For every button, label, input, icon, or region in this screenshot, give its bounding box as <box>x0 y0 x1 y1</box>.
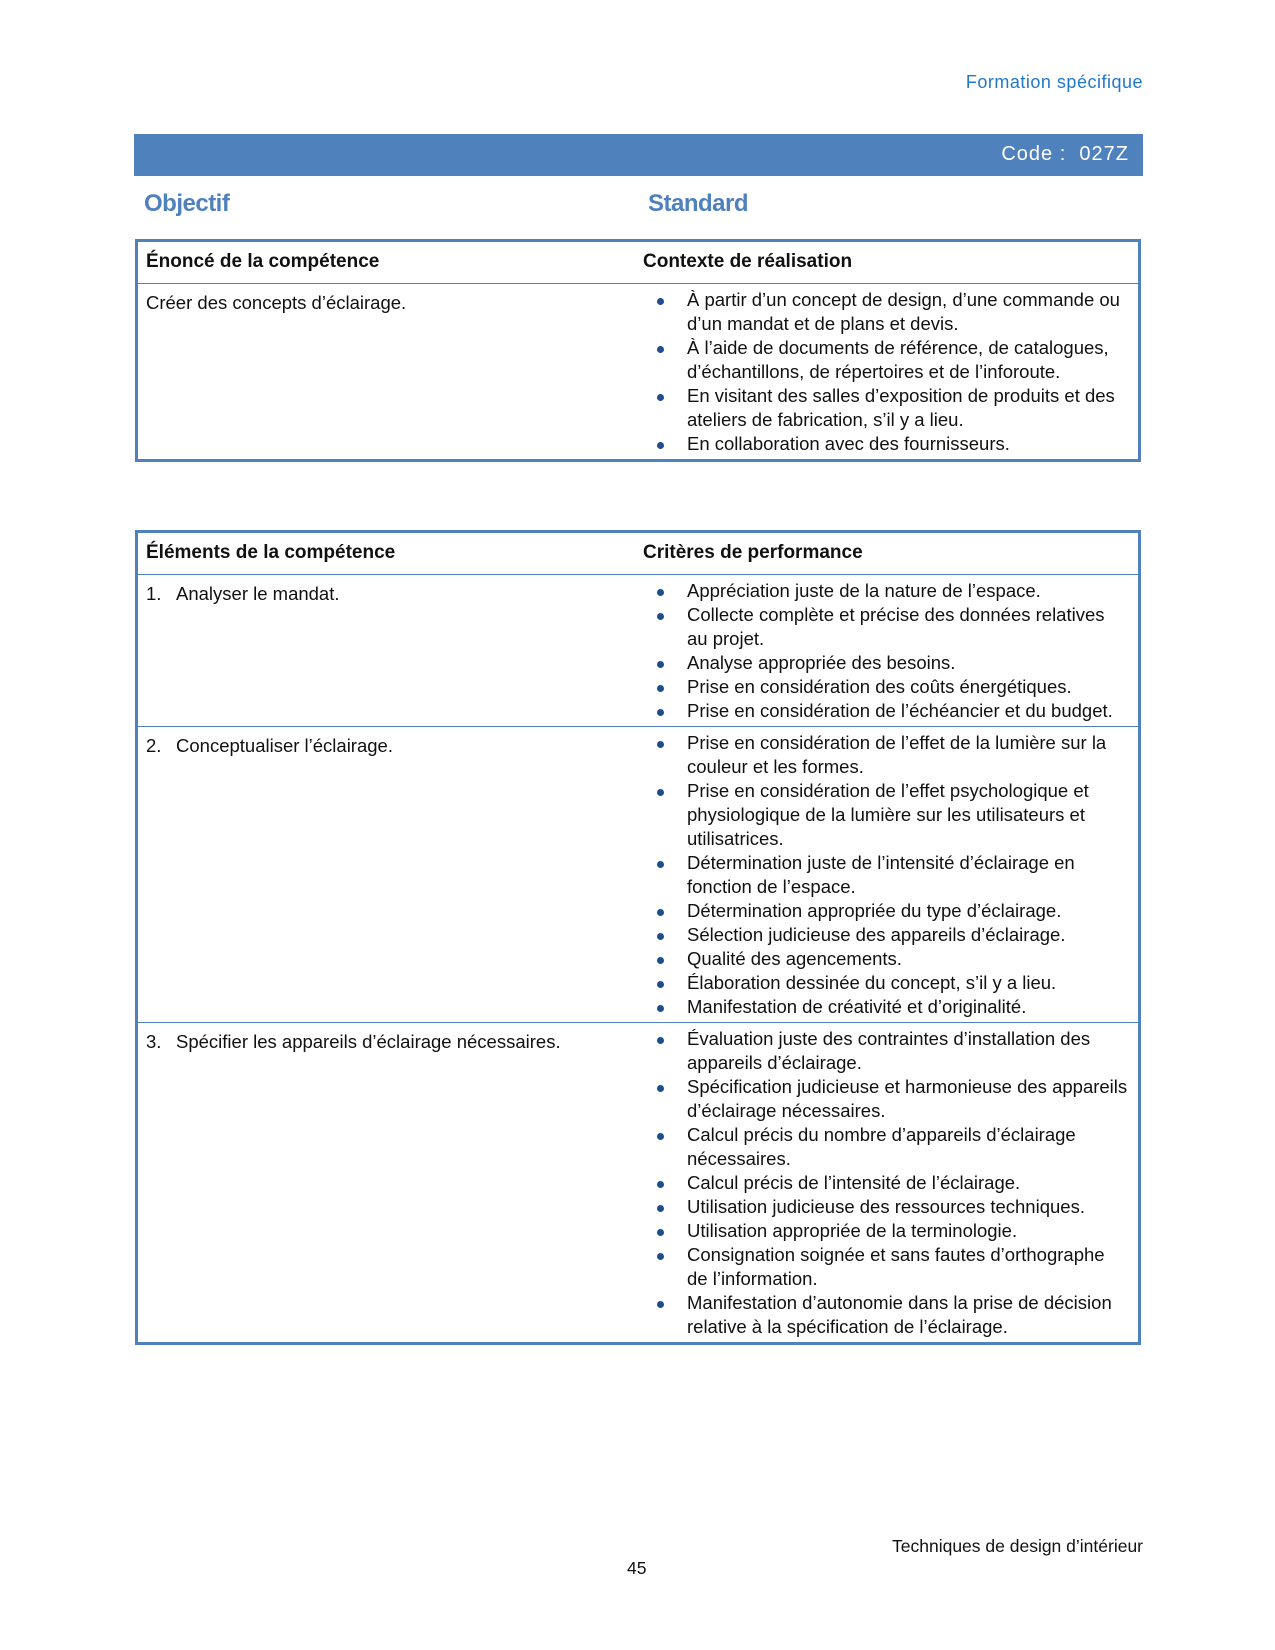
criteria-list <box>643 579 1130 723</box>
section-standard: Standard <box>648 190 749 217</box>
context-item: À l’aide de documents de référence, de catalogues, d’échantillons, de répertoires et de l’inforoute. <box>643 336 1130 384</box>
criteria-item: Consignation soignée et sans fautes d’orthographe de l’information. <box>643 1243 1130 1291</box>
criteria-item: Qualité des agencements. <box>643 947 1130 971</box>
element-number: 3. <box>146 1031 162 1052</box>
page-number: 45 <box>627 1558 647 1578</box>
element-number: 1. <box>146 583 162 604</box>
context-item: En visitant des salles d’exposition de produits et des ateliers de fabrication, s’il y a lieu. <box>643 384 1130 432</box>
col-header: Éléments de la compétence <box>146 542 396 563</box>
element-cell <box>137 1023 636 1344</box>
element-number: 2. <box>146 735 162 756</box>
criteria-list <box>643 731 1130 1019</box>
criteria-list <box>643 1027 1130 1339</box>
criteria-item: Prise en considération de l’effet de la lumière sur la couleur et les formes. <box>643 731 1130 779</box>
criteria-item: Spécification judicieuse et harmonieuse des appareils d’éclairage nécessaires. <box>643 1075 1130 1123</box>
criteria-item: Prise en considération des coûts énergétiques. <box>643 675 1130 699</box>
criteria-item: Appréciation juste de la nature de l’espace. <box>643 579 1130 603</box>
criteria-item: Calcul précis de l’intensité de l’éclairage. <box>643 1171 1130 1195</box>
criteria-item: Calcul précis du nombre d’appareils d’éclairage nécessaires. <box>643 1123 1130 1171</box>
code-label: Code : <box>1001 143 1067 165</box>
criteria-item: Détermination juste de l’intensité d’éclairage en fonction de l’espace. <box>643 851 1130 899</box>
criteria-item: Analyse appropriée des besoins. <box>643 651 1130 675</box>
context-item: En collaboration avec des fournisseurs. <box>643 432 1130 456</box>
objectif-table <box>135 239 1141 462</box>
standard-table <box>135 530 1141 1345</box>
element-label: Conceptualiser l’éclairage. <box>176 735 393 756</box>
element-label: Spécifier les appareils d’éclairage nécessaires. <box>176 1031 561 1052</box>
criteria-item: Prise en considération de l’effet psychologique et physiologique de la lumière sur les utilisateurs et utilisatrices. <box>643 779 1130 851</box>
criteria-item: Utilisation judicieuse des ressources techniques. <box>643 1195 1130 1219</box>
element-label: Analyser le mandat. <box>176 583 340 604</box>
context-item: À partir d’un concept de design, d’une commande ou d’un mandat et de plans et devis. <box>643 288 1130 336</box>
header-title: Formation spécifique <box>965 72 1143 92</box>
criteria-item: Évaluation juste des contraintes d’installation des appareils d’éclairage. <box>643 1027 1130 1075</box>
col-header: Critères de performance <box>643 542 863 563</box>
col-header: Contexte de réalisation <box>643 251 853 272</box>
element-cell <box>137 575 636 727</box>
statement: Créer des concepts d’éclairage. <box>137 284 636 461</box>
footer-program: Techniques de design d’intérieur <box>892 1536 1143 1556</box>
col-header: Énoncé de la compétence <box>146 251 380 272</box>
element-cell <box>137 727 636 1023</box>
table-row <box>137 1023 1140 1344</box>
criteria-item: Manifestation de créativité et d’originalité. <box>643 995 1130 1019</box>
criteria-item: Collecte complète et précise des données relatives au projet. <box>643 603 1130 651</box>
criteria-item: Prise en considération de l’échéancier et du budget. <box>643 699 1130 723</box>
table-row <box>137 575 1140 727</box>
criteria-item: Détermination appropriée du type d’éclairage. <box>643 899 1130 923</box>
context-list <box>643 288 1130 456</box>
criteria-item: Utilisation appropriée de la terminologie. <box>643 1219 1130 1243</box>
table-row <box>137 727 1140 1023</box>
criteria-item: Sélection judicieuse des appareils d’éclairage. <box>643 923 1130 947</box>
code-bar <box>134 134 1143 176</box>
section-objectif: Objectif <box>144 190 230 217</box>
code-value: 027Z <box>1079 143 1129 165</box>
criteria-item: Élaboration dessinée du concept, s’il y a lieu. <box>643 971 1130 995</box>
criteria-item: Manifestation d’autonomie dans la prise de décision relative à la spécification de l’éclairage. <box>643 1291 1130 1339</box>
